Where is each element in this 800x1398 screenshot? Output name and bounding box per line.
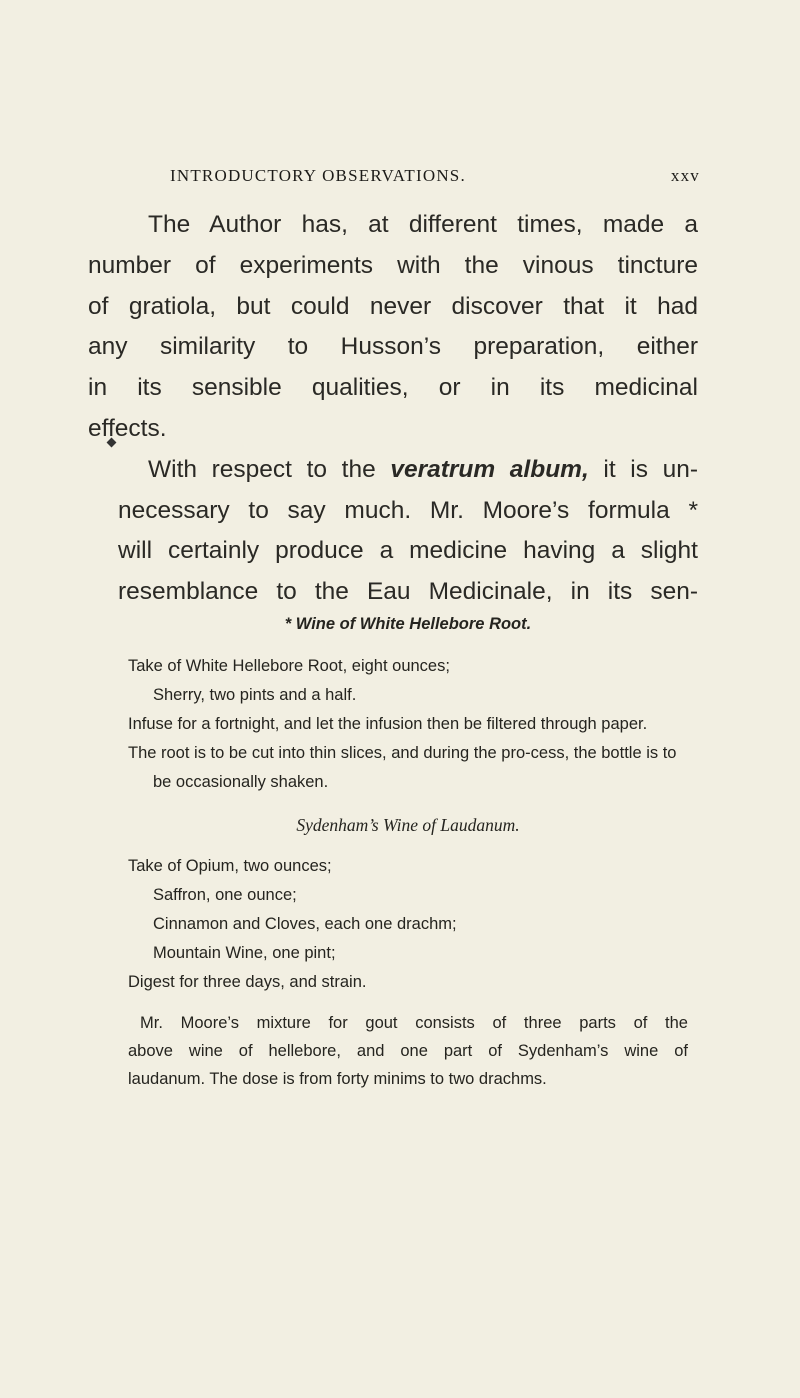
recipe-line: Sherry, two pints and a half. xyxy=(153,686,357,704)
text-run: it is un- xyxy=(588,455,698,483)
text-line: effects. xyxy=(88,414,167,442)
text-run: With respect to the xyxy=(148,455,391,483)
recipe-line: Saffron, one ounce; xyxy=(153,886,297,904)
footnote-subheading: Sydenham’s Wine of Laudanum. xyxy=(296,815,520,835)
main-text xyxy=(88,205,698,613)
text-line: of gratiola, but could never discover that it had xyxy=(88,292,698,320)
recipe-line: Cinnamon and Cloves, each one drachm; xyxy=(153,915,457,933)
footnote xyxy=(128,610,688,1093)
text-line: number of experiments with the vinous tincture xyxy=(88,251,698,279)
paragraph-veratrum xyxy=(118,450,698,613)
text-line: any similarity to Husson’s preparation, either xyxy=(88,333,698,361)
paragraph-gratiola xyxy=(88,205,698,450)
recipe-line: Mountain Wine, one pint; xyxy=(153,944,336,962)
recipe-line: The root is to be cut into thin slices, and during the pro-cess, the bottle is to be occasionally shaken. xyxy=(128,744,677,791)
text-line: above wine of hellebore, and one part of Sydenham’s wine of xyxy=(128,1042,688,1060)
text-line xyxy=(118,450,698,491)
italic-term: veratrum album, xyxy=(390,455,589,483)
text-line: Mr. Moore’s mixture for gout consists of three parts of the xyxy=(140,1014,688,1032)
text-line: laudanum. The dose is from forty minims to two drachms. xyxy=(128,1070,547,1088)
text-line: will certainly produce a medicine having a slight xyxy=(118,537,698,565)
recipe-line: Infuse for a fortnight, and let the infusion then be filtered through paper. xyxy=(128,715,648,733)
text-line: necessary to say much. Mr. Moore’s formula * xyxy=(118,496,698,524)
running-title: INTRODUCTORY OBSERVATIONS. xyxy=(170,166,466,185)
text-line: in its sensible qualities, or in its medicinal xyxy=(88,374,698,402)
recipe-line: Digest for three days, and strain. xyxy=(128,973,367,991)
recipe-line: Take of White Hellebore Root, eight ounces; xyxy=(128,657,450,675)
recipe-line: Take of Opium, two ounces; xyxy=(128,857,332,875)
footnote-heading: * Wine of White Hellebore Root. xyxy=(284,615,532,633)
text-line: The Author has, at different times, made a xyxy=(148,211,698,238)
page-number: xxv xyxy=(670,166,700,185)
text-line: resemblance to the Eau Medicinale, in its sen- xyxy=(118,578,698,606)
footnote-closing xyxy=(128,1009,688,1093)
